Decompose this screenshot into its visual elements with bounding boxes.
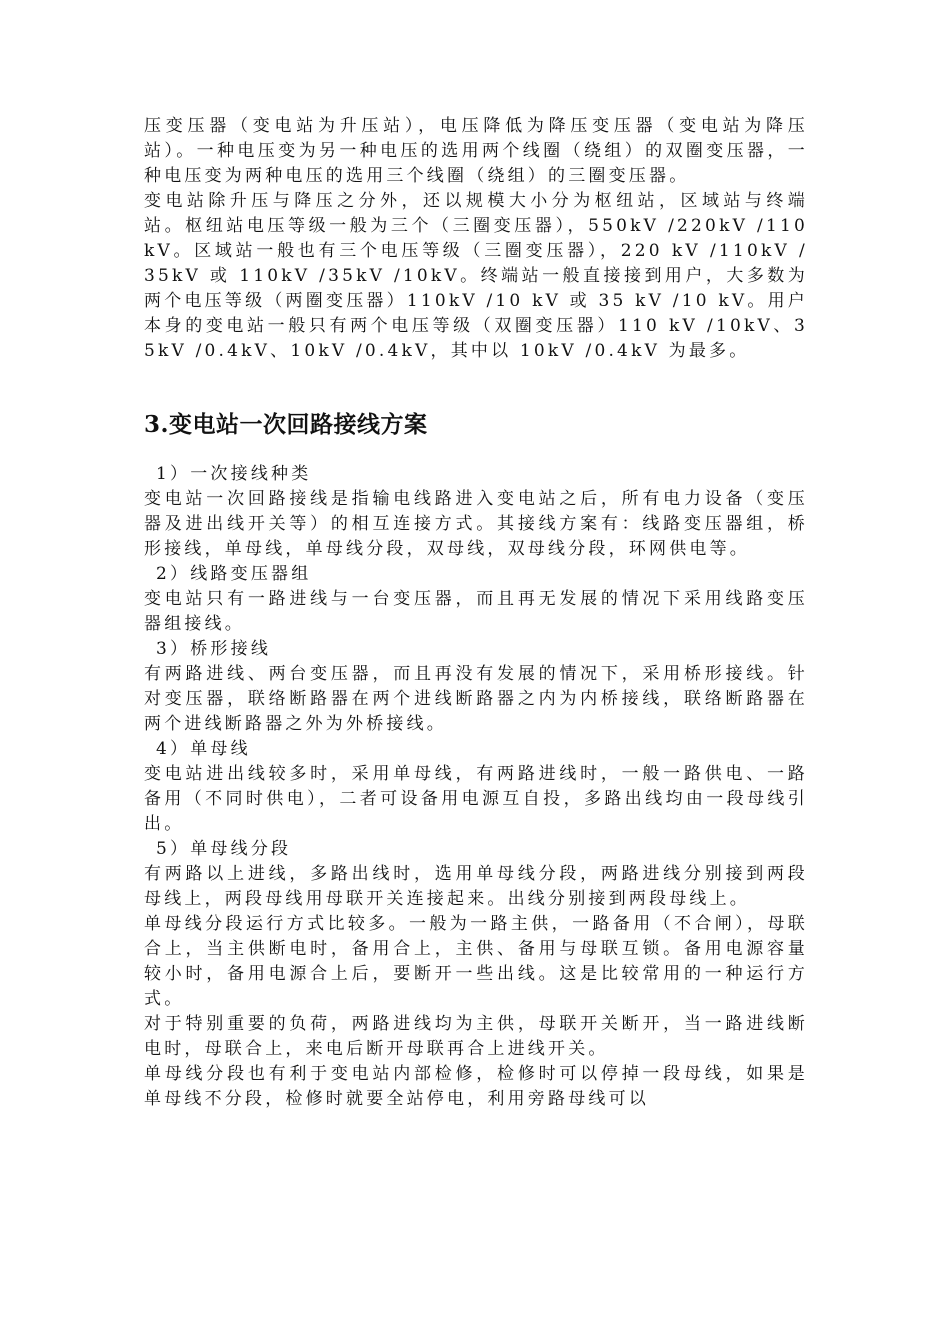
list-item-heading: 1）一次接线种类 (156, 464, 312, 484)
document-page (144, 114, 808, 1112)
list-item-heading: 2）线路变压器组 (156, 564, 312, 584)
list-item-heading: 3）桥形接线 (156, 639, 272, 659)
body-paragraph: 单母线分段运行方式比较多。一般为一路主供，一路备用（不合闸），母联合上，当主供断电时，备用合上，主供、备用与母联互锁。备用电源容量较小时，备用电源合上后，要断开一些出线。这是比较常用的一种运行方式。 (144, 914, 808, 1009)
section-heading (144, 410, 808, 440)
body-paragraph: 单母线分段也有利于变电站内部检修，检修时可以停掉一段母线，如果是单母线不分段，检修时就要全站停电，利用旁路母线可以 (144, 1064, 808, 1109)
body-paragraph: 变电站进出线较多时，采用单母线，有两路进线时，一般一路供电、一路备用（不同时供电），二者可设备用电源互自投，多路出线均由一段母线引出。 (144, 764, 808, 834)
section-title: 变电站一次回路接线方案 (169, 412, 428, 438)
list-item-heading: 4）单母线 (156, 739, 251, 759)
intro-paragraph-1: 压变压器（变电站为升压站），电压降低为降压变压器（变电站为降压站）。一种电压变为另一种电压的选用两个线圈（绕组）的双圈变压器，一种电压变为两种电压的选用三个线圈（绕组）的三圈变压器。 (144, 116, 808, 186)
intro-paragraph-2: 变电站除升压与降压之分外，还以规模大小分为枢纽站，区域站与终端站。枢纽站电压等级一般为三个（三圈变压器），550kV /220kV /110kV。区域站一般也有三个电压等级（三圈变压器），220 kV /110kV /35kV 或 110kV /35kV /10kV。终端站一般直接接到用户，大多数为两个电压等级（两圈变压器）110kV /10 kV 或 35 kV /10 kV。用户本身的变电站一般只有两个电压等级（双圈变压器）110 kV /10kV、35kV /0.4kV、10kV /0.4kV，其中以 10kV /0.4kV 为最多。 (144, 191, 808, 361)
section-number: 3. (144, 411, 170, 438)
body-paragraph: 有两路进线、两台变压器，而且再没有发展的情况下，采用桥形接线。针对变压器，联络断路器在两个进线断路器之内为内桥接线，联络断路器在两个进线断路器之外为外桥接线。 (144, 664, 808, 734)
list-item-heading: 5）单母线分段 (156, 839, 292, 859)
body-paragraph: 有两路以上进线，多路出线时，选用单母线分段，两路进线分别接到两段母线上，两段母线用母联开关连接起来。出线分别接到两段母线上。 (144, 864, 808, 909)
body-paragraph: 变电站只有一路进线与一台变压器，而且再无发展的情况下采用线路变压器组接线。 (144, 589, 808, 634)
body-paragraph: 对于特别重要的负荷，两路进线均为主供，母联开关断开，当一路进线断电时，母联合上，来电后断开母联再合上进线开关。 (144, 1014, 808, 1059)
body-paragraph: 变电站一次回路接线是指输电线路进入变电站之后，所有电力设备（变压器及进出线开关等）的相互连接方式。其接线方案有：线路变压器组，桥形接线，单母线，单母线分段，双母线，双母线分段，环网供电等。 (144, 489, 808, 559)
